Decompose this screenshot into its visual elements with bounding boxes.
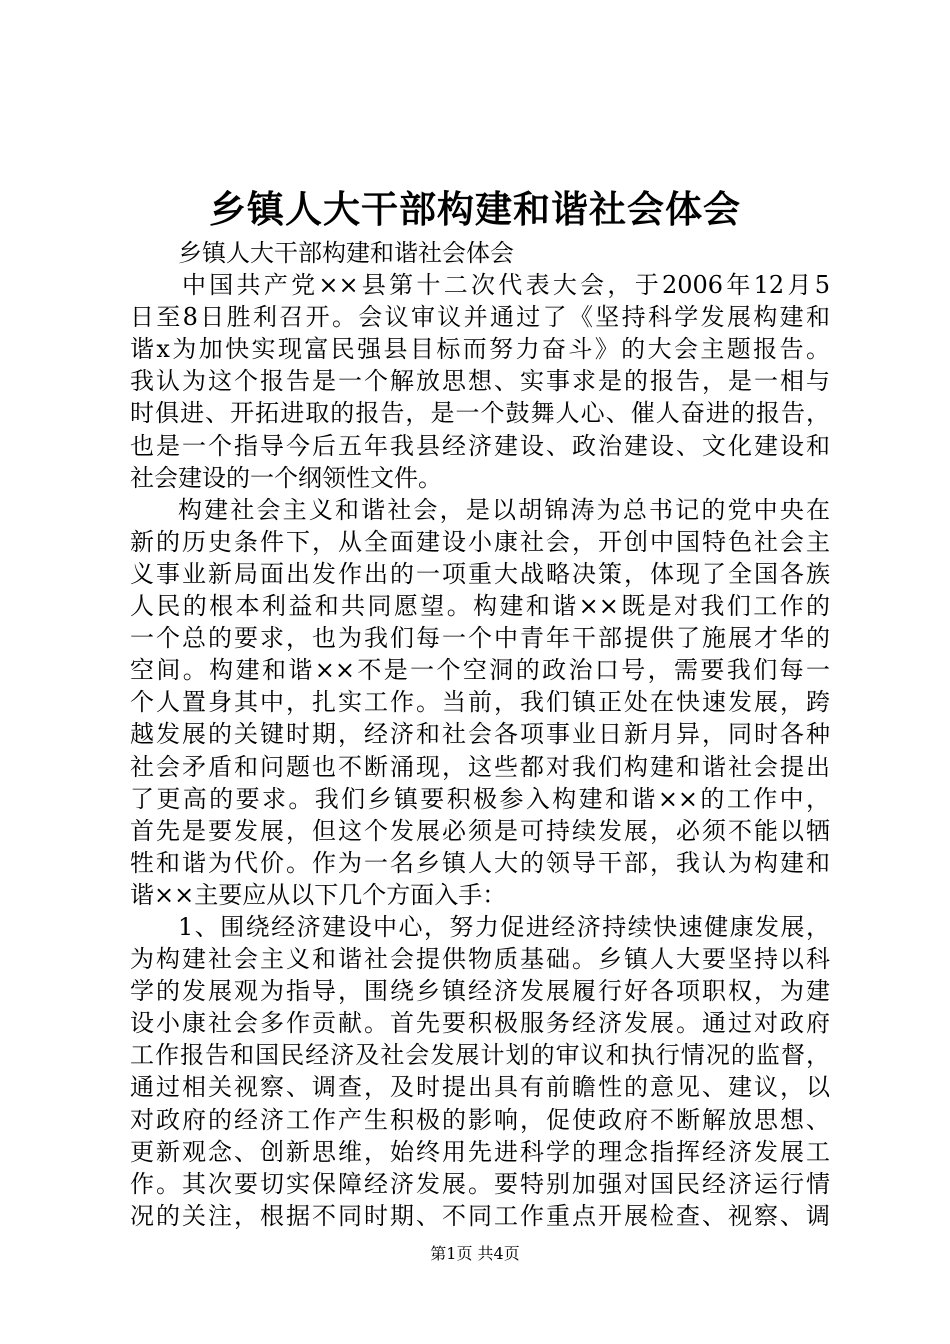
body-line: 空间。构建和谐××不是一个空洞的政治口号，需要我们每一: [130, 656, 830, 685]
body-line: 谐××主要应从以下几个方面入手：: [130, 880, 507, 909]
body-line: 工作报告和国民经济及社会发展计划的审议和执行情况的监督，: [130, 1041, 830, 1070]
page-number-footer: 第1页 共4页: [430, 1244, 520, 1263]
body-line: 越发展的关键时期，经济和社会各项事业日新月异，同时各种: [130, 720, 830, 749]
body-line: 况的关注，根据不同时期、不同工作重点开展检查、视察、调: [130, 1201, 830, 1230]
body-line: 人民的根本利益和共同愿望。构建和谐××既是对我们工作的: [130, 592, 830, 621]
body-line-subtitle: 乡镇人大干部构建和谐社会体会: [178, 239, 514, 267]
body-line: 谐x为加快实现富民强县目标而努力奋斗》的大会主题报告。: [130, 335, 830, 364]
body-line: 构建社会主义和谐社会，是以胡锦涛为总书记的党中央在: [178, 495, 830, 524]
body-line: 中国共产党××县第十二次代表大会，于2006年12月5: [182, 271, 830, 300]
body-line: 一个总的要求，也为我们每一个中青年干部提供了施展才华的: [130, 624, 830, 653]
body-line: 通过相关视察、调查，及时提出具有前瞻性的意见、建议，以: [130, 1073, 830, 1102]
body-line: 对政府的经济工作产生积极的影响，促使政府不断解放思想、: [130, 1105, 830, 1134]
body-line: 义事业新局面出发作出的一项重大战略决策，体现了全国各族: [130, 559, 830, 588]
body-line: 社会建设的一个纲领性文件。: [130, 463, 442, 492]
body-line: 了更高的要求。我们乡镇要积极参入构建和谐××的工作中，: [130, 784, 830, 813]
body-line: 新的历史条件下，从全面建设小康社会，开创中国特色社会主: [130, 527, 830, 556]
body-line: 作。其次要切实保障经济发展。要特别加强对国民经济运行情: [130, 1169, 830, 1198]
body-line: 也是一个指导今后五年我县经济建设、政治建设、文化建设和: [130, 431, 830, 460]
document-body: [130, 237, 830, 1232]
body-line: 更新观念、创新思维，始终用先进科学的理念指挥经济发展工: [130, 1137, 830, 1166]
document-title: 乡镇人大干部构建和谐社会体会: [209, 187, 741, 231]
body-line: 1、围绕经济建设中心，努力促进经济持续快速健康发展，: [178, 912, 830, 941]
body-line: 牲和谐为代价。作为一名乡镇人大的领导干部，我认为构建和: [130, 848, 830, 877]
body-line: 日至8日胜利召开。会议审议并通过了《坚持科学发展构建和: [130, 303, 830, 332]
body-line: 学的发展观为指导，围绕乡镇经济发展履行好各项职权，为建: [130, 977, 830, 1006]
body-line: 个人置身其中，扎实工作。当前，我们镇正处在快速发展，跨: [130, 688, 830, 717]
body-line: 时俱进、开拓进取的报告，是一个鼓舞人心、催人奋进的报告，: [130, 399, 830, 428]
body-line: 设小康社会多作贡献。首先要积极服务经济发展。通过对政府: [130, 1009, 830, 1038]
body-line: 为构建社会主义和谐社会提供物质基础。乡镇人大要坚持以科: [130, 945, 830, 974]
body-line: 我认为这个报告是一个解放思想、实事求是的报告，是一相与: [130, 367, 830, 396]
body-line: 首先是要发展，但这个发展必须是可持续发展，必须不能以牺: [130, 816, 830, 845]
body-line: 社会矛盾和问题也不断涌现，这些都对我们构建和谐社会提出: [130, 752, 830, 781]
